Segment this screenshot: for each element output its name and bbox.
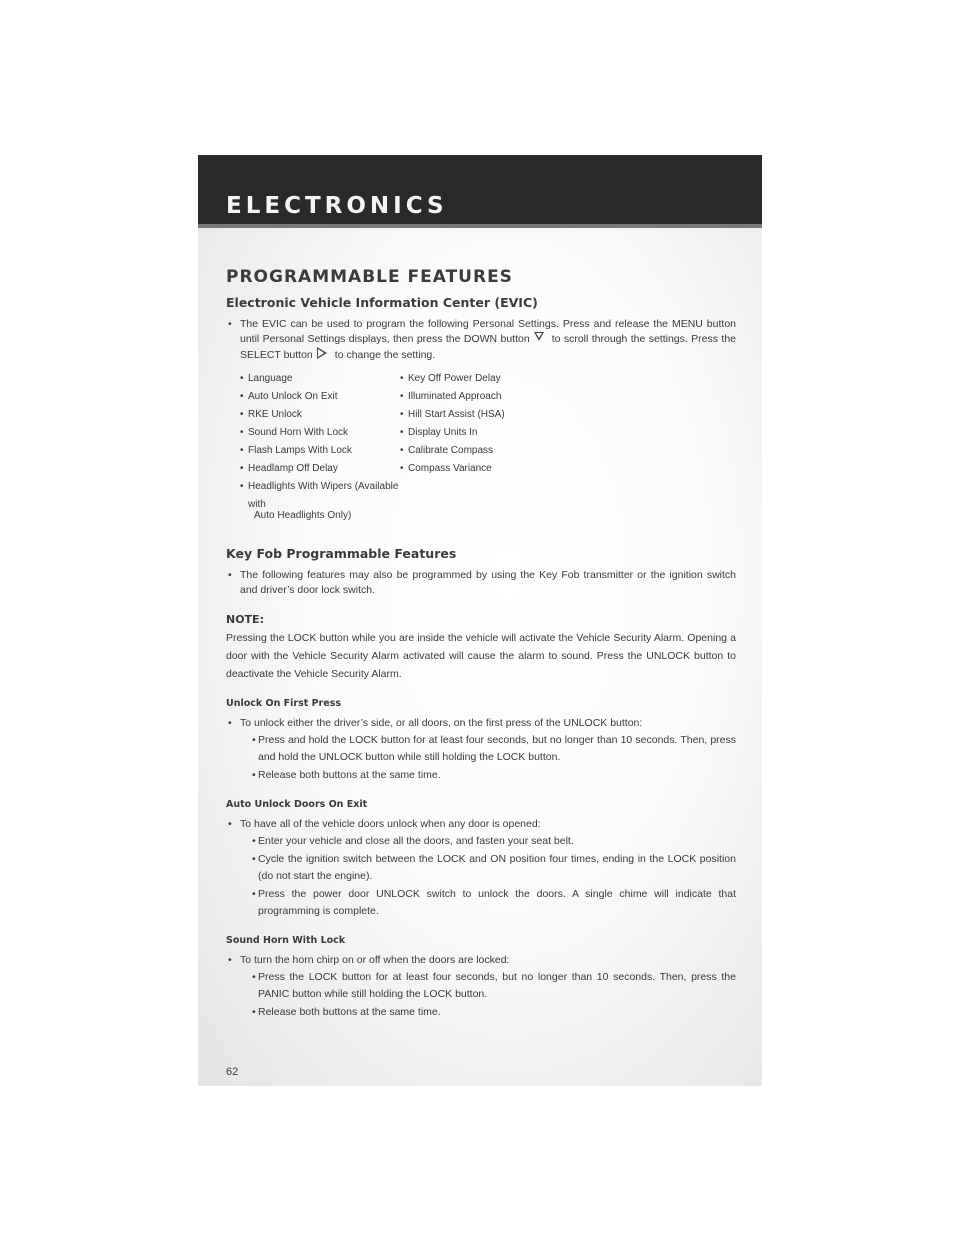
- feature-heading: Unlock On First Press: [226, 698, 341, 709]
- feature-step: • Press and hold the LOCK button for at least four seconds, but no longer than 10 seconds. Then, press and hold the UNLOCK button while still holding the LOCK button.: [226, 732, 736, 766]
- setting-item: • Illuminated Approach: [400, 388, 600, 406]
- setting-item: • Key Off Power Delay: [400, 370, 600, 388]
- setting-item: • Auto Unlock On Exit: [240, 388, 400, 406]
- keyfob-heading: Key Fob Programmable Features: [226, 546, 457, 561]
- feature-step: • Press the power door UNLOCK switch to unlock the doors. A single chime will indicate that programming is complete.: [226, 886, 736, 920]
- setting-item: • Compass Variance: [400, 460, 600, 478]
- setting-item: • Headlamp Off Delay: [240, 460, 400, 478]
- page-title: PROGRAMMABLE FEATURES: [226, 267, 513, 287]
- evic-intro-part1: The EVIC can be used to program the following Personal Settings. Press and release the MENU button until Personal Settings displays, then press the DOWN button: [240, 318, 736, 345]
- setting-item: • Sound Horn With Lock: [240, 424, 400, 442]
- setting-item: • Hill Start Assist (HSA): [400, 406, 600, 424]
- manual-page: [198, 155, 762, 1086]
- feature-bullet: • To turn the horn chirp on or off when the doors are locked:: [226, 953, 736, 968]
- feature-step: • Release both buttons at the same time.: [226, 767, 736, 784]
- page-content: [226, 266, 736, 1021]
- section-header-title: ELECTRONICS: [226, 193, 448, 219]
- evic-heading: Electronic Vehicle Information Center (EVIC): [226, 295, 538, 310]
- note-label: NOTE:: [226, 613, 264, 626]
- section-header-bar: [198, 155, 762, 224]
- header-divider: [198, 224, 762, 228]
- feature-heading: Auto Unlock Doors On Exit: [226, 799, 368, 810]
- down-arrow-icon: [534, 332, 544, 341]
- setting-item: • Display Units In: [400, 424, 600, 442]
- keyfob-intro: • The following features may also be programmed by using the Key Fob transmitter or the ignition switch and driver’s door lock switch.: [226, 568, 736, 598]
- feature-step: • Press the LOCK button for at least four seconds, but no longer than 10 seconds. Then, press the PANIC button while still holding the LOCK button.: [226, 969, 736, 1003]
- setting-item-line1: Headlights With Wipers (Available with: [248, 481, 399, 510]
- evic-intro: [226, 317, 736, 363]
- page-number: 62: [226, 1066, 239, 1078]
- feature-heading: Sound Horn With Lock: [226, 935, 346, 946]
- feature-bullet: • To have all of the vehicle doors unlock when any door is opened:: [226, 817, 736, 832]
- feature-step: • Release both buttons at the same time.: [226, 1004, 736, 1021]
- setting-item: • Calibrate Compass: [400, 442, 600, 460]
- evic-intro-part2: to scroll through the settings. Press the SELECT button: [240, 333, 736, 361]
- note-text: Pressing the LOCK button while you are inside the vehicle will activate the Vehicle Security Alarm. Opening a door with the Vehicle Security Alarm activated will cause the alarm to sound. Press the UNLOCK button to deactivate the Vehicle Security Alarm.: [226, 632, 736, 680]
- settings-grid-spacer: [400, 478, 600, 521]
- feature-step: • Cycle the ignition switch between the LOCK and ON position four times, ending in the LOCK position (do not start the engine).: [226, 851, 736, 885]
- evic-intro-part3: to change the setting.: [334, 349, 436, 361]
- feature-bullet: • To unlock either the driver’s side, or all doors, on the first press of the UNLOCK button:: [226, 716, 736, 731]
- setting-item: • RKE Unlock: [240, 406, 400, 424]
- setting-item-line2: Auto Headlights Only): [254, 510, 352, 521]
- setting-item: • Flash Lamps With Lock: [240, 442, 400, 460]
- feature-step: • Enter your vehicle and close all the doors, and fasten your seat belt.: [226, 833, 736, 850]
- setting-item-wipers: [240, 478, 400, 521]
- personal-settings-list: [240, 370, 736, 521]
- select-arrow-icon: [317, 347, 327, 359]
- setting-item: • Language: [240, 370, 400, 388]
